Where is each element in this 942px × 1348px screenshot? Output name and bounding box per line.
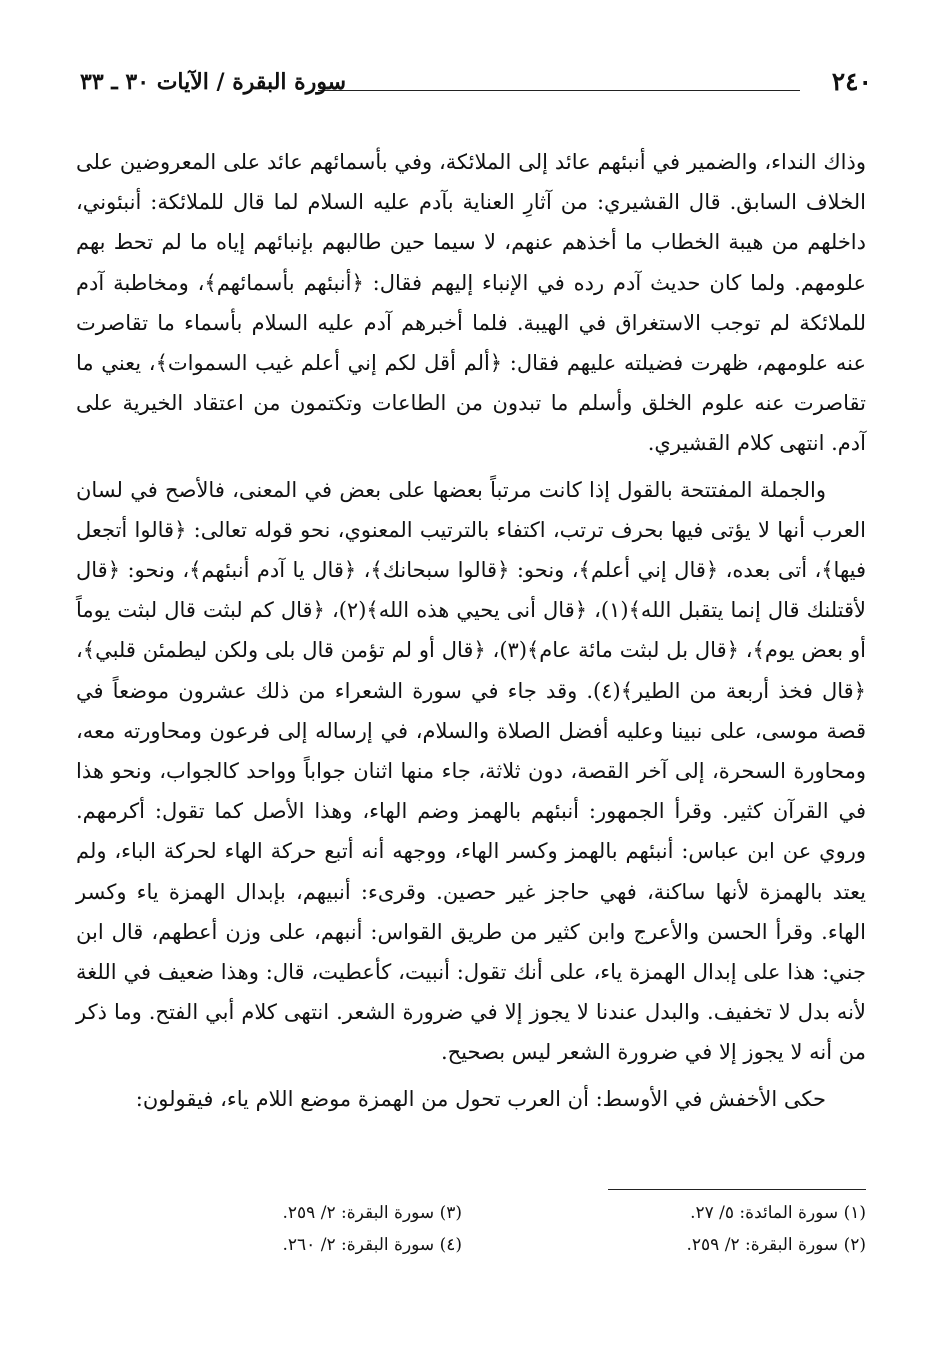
paragraph-2: والجملة المفتتحة بالقول إذا كانت مرتباً بعضها على بعض في المعنى، فالأصح في لسان العرب أنها لا يؤتى فيها بحرف ترتب، اكتفاء بالترتيب المعنوي، نحو قوله تعالى: ﴿قالوا أتجعل فيها﴾، أتى بعده، ﴿قال إني أعلم﴾، ونحو: ﴿قالوا سبحانك﴾، ﴿قال يا آدم أنبئهم﴾، ونحو: ﴿قال لأقتلنك قال إنما يتقبل الله﴾(١)، ﴿قال أنى يحيي هذه الله﴾(٢)، ﴿قال كم لبثت قال لبثت يوماً أو بعض يوم﴾، ﴿قال بل لبثت مائة عام﴾(٣)، ﴿قال أو لم تؤمن قال بلى ولكن ليطمئن قلبي﴾، ﴿قال فخذ أربعة من الطير﴾(٤). وقد جاء في سورة الشعراء من ذلك عشرون موضعاً في قصة موسى، على نبينا وعليه أفضل الصلاة والسلام، في إرساله إلى فرعون ومحاورته معه، ومحاورة السحرة، إلى آخر القصة، دون ثلاثة، جاء منها اثنان جواباً وواحد كالجواب، ونحو هذا في القرآن كثير. وقرأ الجمهور: أنبئهم بالهمز وضم الهاء، وهذا الأصل كما تقول: أكرمهم. وروي عن ابن عباس: أنبئهم بالهمز وكسر الهاء، ووجهه أنه أتبع حركة الهاء لحركة الباء، ولم يعتد بالهمزة لأنها ساكنة، فهي حاجز غير حصين. وقرىء: أنبيهم، بإبدال الهمزة ياء وكسر الهاء. وقرأ الحسن والأعرج وابن كثير من طريق القواس: أنبهم، على وزن أعطهم، قال ابن جني: هذا على إبدال الهمزة ياء، على أنك تقول: أنبيت، كأعطيت، قال: وهذا ضعيف في اللغة لأنه بدل لا تخفيف. والبدل عندنا لا يجوز إلا في ضرورة الشعر. انتهى كلام أبي الفتح. وما ذكر من أنه لا يجوز إلا في ضرورة الشعر ليس بصحيح. <box>76 477 867 1065</box>
page-number: ٢٤٠ <box>831 67 872 96</box>
running-title: سورة البقرة / الآيات ٣٠ ـ ٣٣ <box>80 69 347 95</box>
footnote-2: (٢) سورة البقرة: ٢/ ٢٥٩. <box>686 1235 866 1255</box>
paragraph-3: حكى الأخفش في الأوسط: أن العرب تحول من الهمزة موضع اللام ياء، فيقولون: <box>135 1086 826 1111</box>
paragraph-1: وذاك النداء، والضمير في أنبئهم عائد إلى الملائكة، وفي بأسمائهم عائد على المعروضين على الخلاف السابق. قال القشيري: من آثارِ العناية بآدم عليه السلام لما قال للملائكة: أنبئوني، داخلهم من هيبة الخطاب ما أخذهم عنهم، لا سيما حين طالبهم بإنبائهم إياه ما لم تحط بهم علومهم. ولما كان حديث آدم رده في الإنباء إليهم فقال: ﴿أنبئهم بأسمائهم﴾، ومخاطبة آدم للملائكة لم توجب الاستغراق في الهيبة. فلما أخبرهم آدم عليه السلام بأسماء ما تقاصرت عنه علومهم، ظهرت فضيلته عليهم فقال: ﴿ألم أقل لكم إني أعلم غيب السموات﴾، يعني ما تقاصرت عنه علوم الخلق وأسلم ما تبدون من الطاعات وتكتمون من اعتقاد الخيرية على آدم. انتهى كلام القشيري. <box>76 150 866 456</box>
header-rule <box>318 90 800 91</box>
running-header <box>80 64 872 104</box>
footnote-3: (٣) سورة البقرة: ٢/ ٢٥٩. <box>282 1203 462 1223</box>
footnote-separator <box>608 1189 866 1190</box>
footnote-4: (٤) سورة البقرة: ٢/ ٢٦٠. <box>282 1235 462 1255</box>
main-text <box>76 142 866 1119</box>
footnote-1: (١) سورة المائدة: ٥/ ٢٧. <box>690 1203 866 1223</box>
